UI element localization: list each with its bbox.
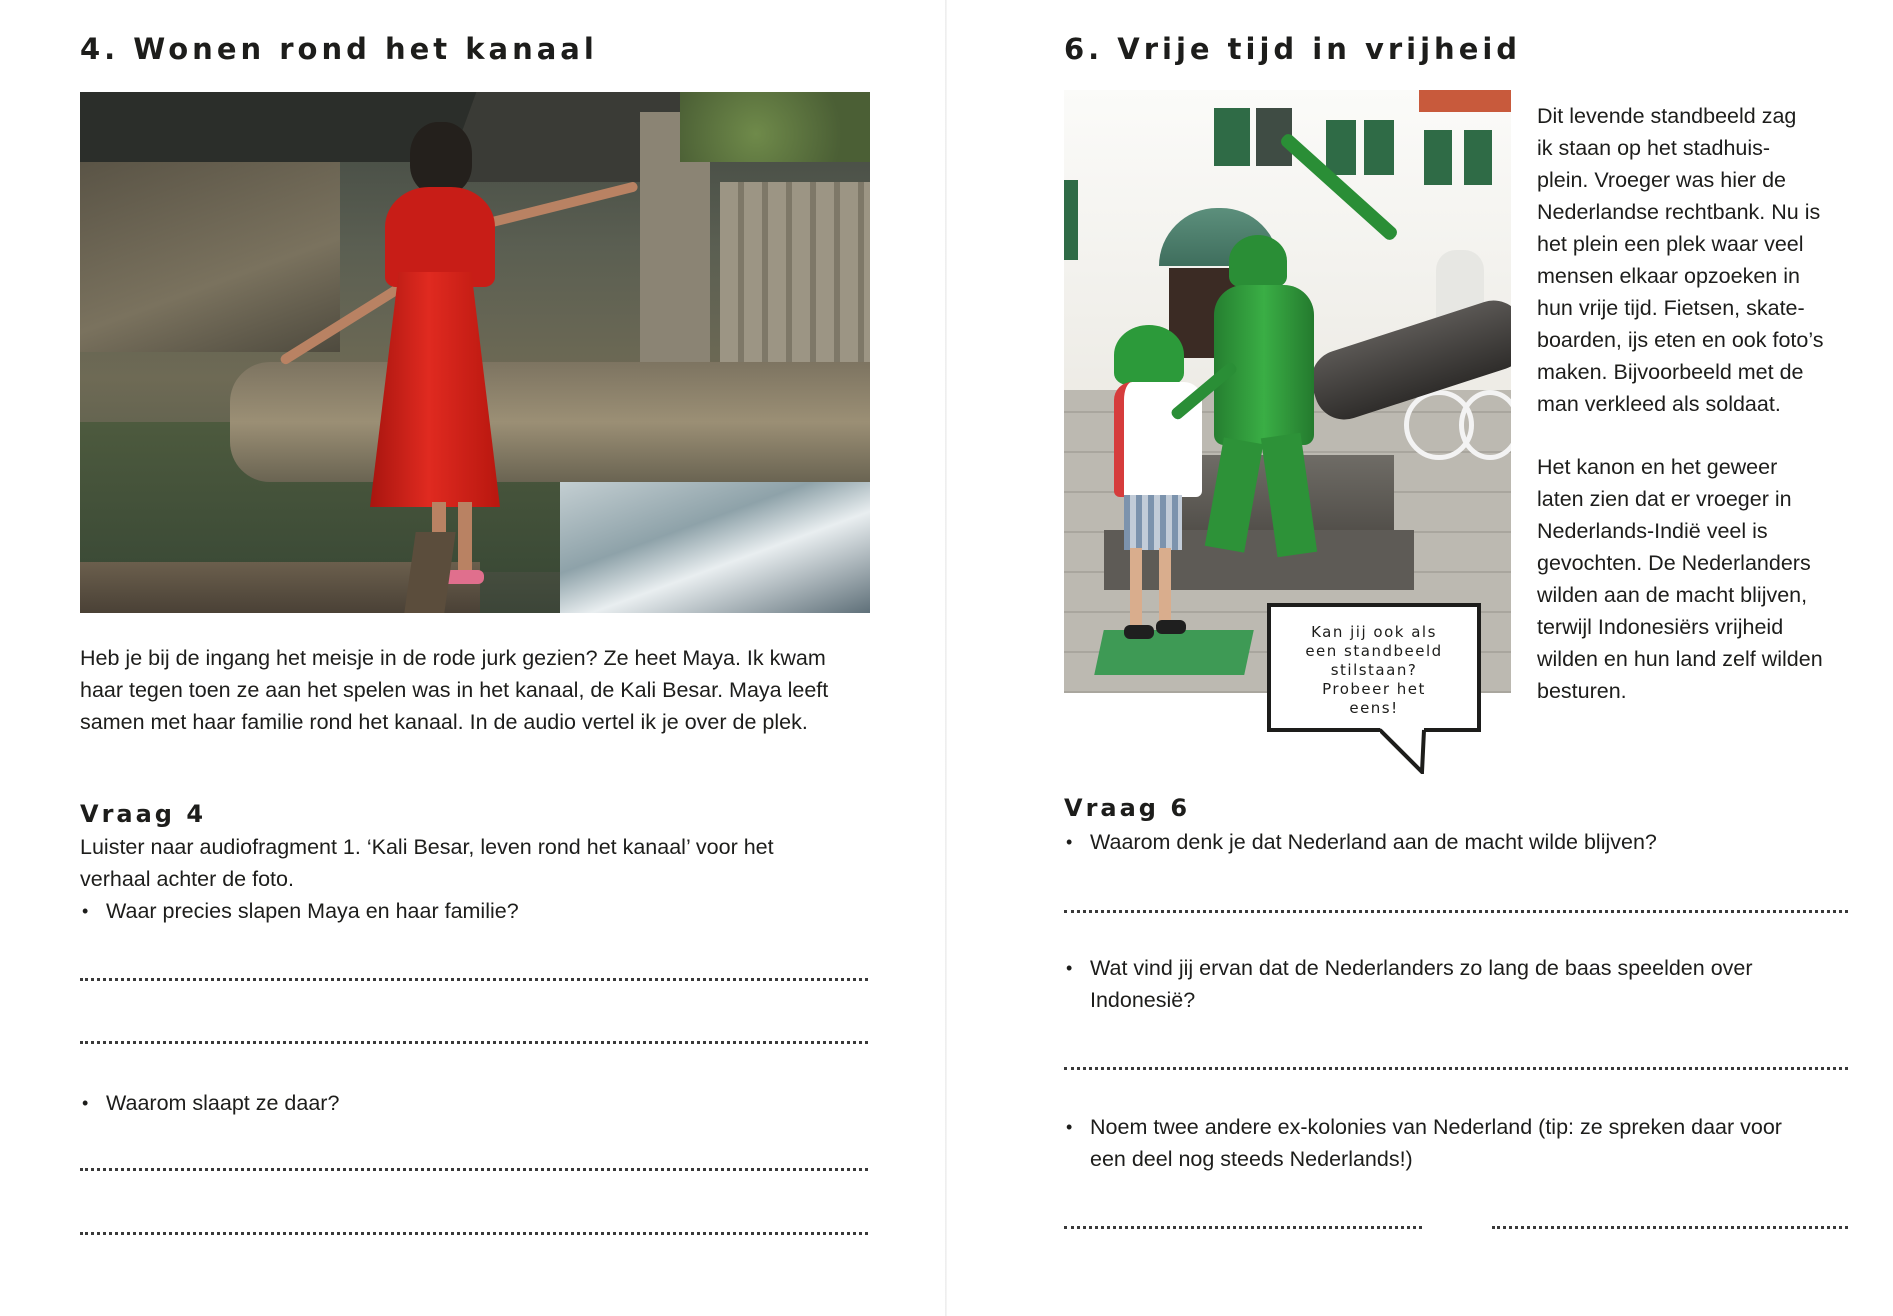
paragraph-line: besturen. [1537, 679, 1627, 703]
paragraph-line: Het kanon en het geweer [1537, 455, 1778, 479]
paragraph-line: wilden aan de macht blijven, [1537, 583, 1808, 607]
paragraph-line: haar tegen toen ze aan het spelen was in het kanaal, de Kali Besar. Maya leeft [80, 678, 829, 702]
paragraph-line: Heb je bij de ingang het meisje in de rode jurk gezien? Ze heet Maya. Ik kwam [80, 646, 826, 670]
question-item-continuation: Indonesië? [1090, 988, 1196, 1012]
question-item-continuation: een deel nog steeds Nederlands!) [1090, 1147, 1413, 1171]
paragraph-line: mensen elkaar opzoeken in [1537, 264, 1800, 288]
answer-line[interactable] [80, 1168, 868, 1171]
question-item: • Noem twee andere ex-kolonies van Nederland (tip: ze spreken daar voor [1064, 1111, 1782, 1143]
answer-line[interactable] [1064, 1226, 1422, 1229]
paragraph-line: Dit levende standbeeld zag [1537, 104, 1797, 128]
paragraph-line: man verkleed als soldaat. [1537, 392, 1781, 416]
paragraph-line: samen met haar familie rond het kanaal. In de audio vertel ik je over de plek. [80, 710, 808, 734]
answer-line[interactable] [80, 1041, 868, 1044]
paragraph-line: Nederlandse rechtbank. Nu is [1537, 200, 1821, 224]
canal-girl-photo [80, 92, 870, 613]
question-item: • Waarom denk je dat Nederland aan de macht wilde blijven? [1064, 826, 1657, 858]
question-title: Vraag 4 [80, 800, 207, 828]
speech-bubble-text: Kan jij ook als een standbeeld stilstaan? Probeer het eens! [1305, 623, 1443, 717]
question-title: Vraag 6 [1064, 794, 1191, 822]
paragraph-line: terwijl Indonesiërs vrijheid [1537, 615, 1784, 639]
section-heading: 4. Wonen rond het kanaal [80, 32, 598, 66]
question-item: • Wat vind jij ervan dat de Nederlanders zo lang de baas speelden over [1064, 952, 1753, 984]
paragraph-line: het plein een plek waar veel [1537, 232, 1804, 256]
paragraph-line: hun vrije tijd. Fietsen, skate- [1537, 296, 1805, 320]
speech-bubble [1267, 603, 1481, 732]
answer-line[interactable] [80, 978, 868, 981]
paragraph-line: boarden, ijs eten en ook foto’s [1537, 328, 1824, 352]
paragraph-line: wilden en hun land zelf wilden [1537, 647, 1823, 671]
paragraph-line: plein. Vroeger was hier de [1537, 168, 1786, 192]
answer-line[interactable] [1492, 1226, 1848, 1229]
answer-line[interactable] [80, 1232, 868, 1235]
paragraph-line: Nederlands-Indië veel is [1537, 519, 1768, 543]
paragraph-line: maken. Bijvoorbeeld met de [1537, 360, 1804, 384]
question-intro-line: Luister naar audiofragment 1. ‘Kali Besar, leven rond het kanaal’ voor het [80, 835, 774, 859]
left-page [0, 0, 946, 1316]
question-intro-line: verhaal achter de foto. [80, 867, 294, 891]
answer-line[interactable] [1064, 1067, 1848, 1070]
question-item: • Waarom slaapt ze daar? [80, 1087, 339, 1119]
speech-bubble-tail [1380, 728, 1430, 774]
section-heading: 6. Vrije tijd in vrijheid [1064, 32, 1522, 66]
answer-line[interactable] [1064, 910, 1848, 913]
paragraph-line: ik staan op het stadhuis- [1537, 136, 1771, 160]
paragraph-line: gevochten. De Nederlanders [1537, 551, 1811, 575]
paragraph-line: laten zien dat er vroeger in [1537, 487, 1792, 511]
question-item: • Waar precies slapen Maya en haar familie? [80, 895, 519, 927]
